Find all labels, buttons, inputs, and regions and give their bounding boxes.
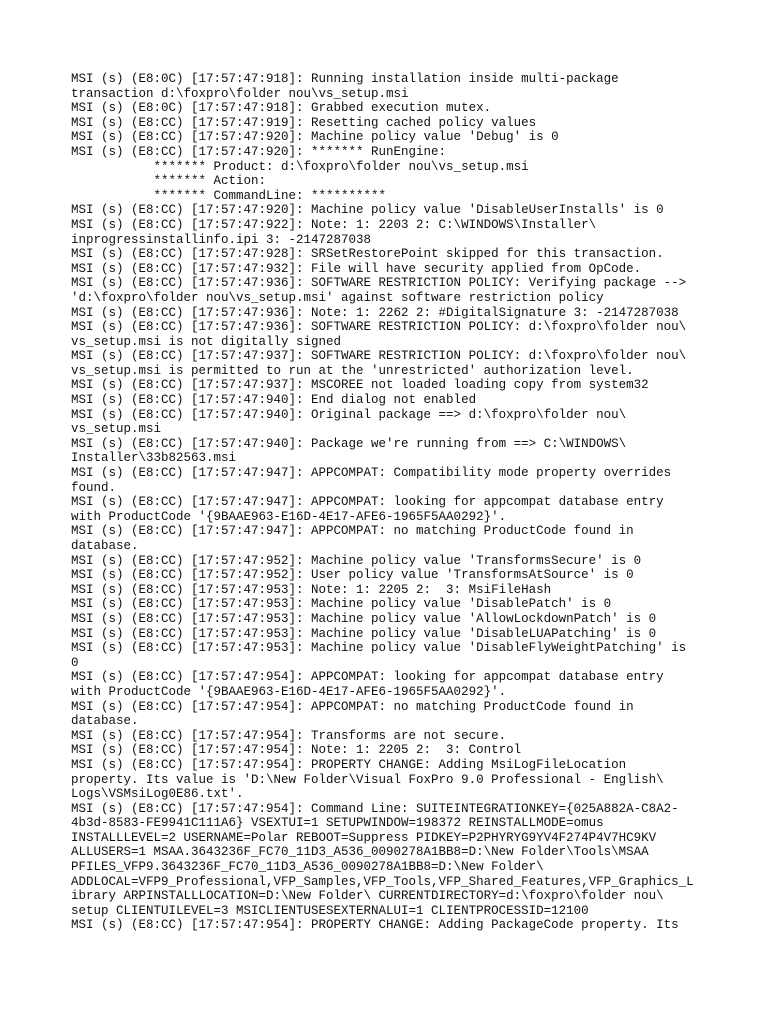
- log-line: vs_setup.msi is permitted to run at the 'unrestricted' authorization level.: [71, 363, 634, 378]
- log-line: PFILES_VFP9.3643236F_FC70_11D3_A536_0090278A1BB8=D:\New Folder\: [71, 860, 544, 875]
- log-line: MSI (s) (E8:CC) [17:57:47:953]: Machine policy value 'AllowLockdownPatch' is 0: [71, 611, 657, 626]
- log-line: Installer\33b82563.msi: [71, 451, 237, 466]
- log-line: MSI (s) (E8:CC) [17:57:47:940]: Original package ==> d:\foxpro\folder nou\: [71, 407, 627, 422]
- log-line: MSI (s) (E8:CC) [17:57:47:920]: Machine policy value 'Debug' is 0: [71, 130, 559, 145]
- log-line: MSI (s) (E8:CC) [17:57:47:936]: SOFTWARE RESTRICTION POLICY: d:\foxpro\folder nou\: [71, 320, 687, 335]
- log-line: ******* Product: d:\foxpro\folder nou\vs_setup.msi: [71, 159, 529, 174]
- log-line: database.: [71, 714, 139, 729]
- log-line: transaction d:\foxpro\folder nou\vs_setup.msi: [71, 86, 409, 101]
- log-line: MSI (s) (E8:CC) [17:57:47:947]: APPCOMPAT: no matching ProductCode found in: [71, 524, 634, 539]
- log-line: MSI (s) (E8:CC) [17:57:47:954]: Transforms are not secure.: [71, 728, 507, 743]
- log-line: MSI (s) (E8:0C) [17:57:47:918]: Running installation inside multi-package: [71, 72, 619, 86]
- log-line: ******* Action:: [71, 174, 267, 189]
- log-line: ADDLOCAL=VFP9_Professional,VFP_Samples,VFP_Tools,VFP_Shared_Features,VFP_Graphics_L: [71, 874, 694, 889]
- log-line: MSI (s) (E8:CC) [17:57:47:936]: Note: 1: 2262 2: #DigitalSignature 3: -2147287038: [71, 305, 679, 320]
- log-line: MSI (s) (E8:CC) [17:57:47:940]: Package we're running from ==> C:\WINDOWS\: [71, 436, 627, 451]
- log-document: [71, 72, 731, 933]
- log-line: found.: [71, 480, 117, 495]
- log-line: MSI (s) (E8:CC) [17:57:47:953]: Machine policy value 'DisablePatch' is 0: [71, 597, 612, 612]
- log-line: MSI (s) (E8:CC) [17:57:47:920]: Machine policy value 'DisableUserInstalls' is 0: [71, 203, 664, 218]
- log-line: vs_setup.msi is not digitally signed: [71, 334, 342, 349]
- log-line: MSI (s) (E8:CC) [17:57:47:953]: Note: 1: 2205 2: 3: MsiFileHash: [71, 582, 552, 597]
- log-line: database.: [71, 539, 139, 553]
- log-line: Logs\VSMsiLog0E86.txt'.: [71, 787, 244, 802]
- log-line: MSI (s) (E8:CC) [17:57:47:954]: APPCOMPAT: looking for appcompat database entry: [71, 670, 664, 685]
- log-line: MSI (s) (E8:0C) [17:57:47:918]: Grabbed execution mutex.: [71, 101, 492, 116]
- log-line: ibrary ARPINSTALLLOCATION=D:\New Folder\ CURRENTDIRECTORY=d:\foxpro\folder nou\: [71, 889, 664, 904]
- log-line: MSI (s) (E8:CC) [17:57:47:947]: APPCOMPAT: looking for appcompat database entry: [71, 495, 664, 510]
- log-line: MSI (s) (E8:CC) [17:57:47:953]: Machine policy value 'DisableLUAPatching' is 0: [71, 626, 657, 641]
- log-line: MSI (s) (E8:CC) [17:57:47:937]: MSCOREE not loaded loading copy from system32: [71, 378, 649, 393]
- log-line: property. Its value is 'D:\New Folder\Visual FoxPro 9.0 Professional - English\: [71, 772, 664, 787]
- log-line: 4b3d-8583-FE9941C111A6} VSEXTUI=1 SETUPWINDOW=198372 REINSTALLMODE=omus: [71, 816, 604, 831]
- log-line: MSI (s) (E8:CC) [17:57:47:954]: Command Line: SUITEINTEGRATIONKEY={025A882A-C8A2-: [71, 801, 679, 816]
- log-line: inprogressinstallinfo.ipi 3: -2147287038: [71, 232, 372, 247]
- log-line: 'd:\foxpro\folder nou\vs_setup.msi' against software restriction policy: [71, 290, 604, 305]
- log-line: MSI (s) (E8:CC) [17:57:47:954]: PROPERTY CHANGE: Adding MsiLogFileLocation: [71, 757, 627, 772]
- log-line: MSI (s) (E8:CC) [17:57:47:954]: APPCOMPAT: no matching ProductCode found in: [71, 699, 634, 714]
- log-line: INSTALLLEVEL=2 USERNAME=Polar REBOOT=Suppress PIDKEY=P2PHYRYG9YV4F274P4V7HC9KV: [71, 830, 657, 845]
- log-line: MSI (s) (E8:CC) [17:57:47:922]: Note: 1: 2203 2: C:\WINDOWS\Installer\: [71, 217, 597, 232]
- log-line: MSI (s) (E8:CC) [17:57:47:953]: Machine policy value 'DisableFlyWeightPatching' is: [71, 641, 687, 656]
- log-line: MSI (s) (E8:CC) [17:57:47:952]: Machine policy value 'TransformsSecure' is 0: [71, 553, 642, 568]
- log-line: MSI (s) (E8:CC) [17:57:47:919]: Resetting cached policy values: [71, 115, 537, 130]
- log-line: ALLUSERS=1 MSAA.3643236F_FC70_11D3_A536_0090278A1BB8=D:\New Folder\Tools\MSAA: [71, 845, 649, 860]
- log-line: MSI (s) (E8:CC) [17:57:47:954]: Note: 1: 2205 2: 3: Control: [71, 743, 522, 758]
- log-line: 0: [71, 655, 79, 670]
- log-line: ******* CommandLine: **********: [71, 188, 387, 203]
- log-line: MSI (s) (E8:CC) [17:57:47:928]: SRSetRestorePoint skipped for this transaction.: [71, 247, 664, 262]
- log-line: MSI (s) (E8:CC) [17:57:47:936]: SOFTWARE RESTRICTION POLICY: Verifying package -->: [71, 276, 687, 291]
- log-line: with ProductCode '{9BAAE963-E16D-4E17-AFE6-1965F5AA0292}'.: [71, 509, 507, 524]
- log-line: MSI (s) (E8:CC) [17:57:47:920]: ******* RunEngine:: [71, 144, 447, 159]
- log-line: MSI (s) (E8:CC) [17:57:47:947]: APPCOMPAT: Compatibility mode property overrides: [71, 466, 672, 481]
- log-line: with ProductCode '{9BAAE963-E16D-4E17-AFE6-1965F5AA0292}'.: [71, 684, 507, 699]
- log-line: setup CLIENTUILEVEL=3 MSICLIENTUSESEXTERNALUI=1 CLIENTPROCESSID=12100: [71, 903, 589, 918]
- log-line: MSI (s) (E8:CC) [17:57:47:932]: File will have security applied from OpCode.: [71, 261, 642, 276]
- log-line: MSI (s) (E8:CC) [17:57:47:937]: SOFTWARE RESTRICTION POLICY: d:\foxpro\folder nou\: [71, 349, 687, 364]
- log-line: MSI (s) (E8:CC) [17:57:47:952]: User policy value 'TransformsAtSource' is 0: [71, 568, 634, 583]
- log-line: MSI (s) (E8:CC) [17:57:47:954]: PROPERTY CHANGE: Adding PackageCode property. Its: [71, 918, 679, 933]
- log-line: vs_setup.msi: [71, 422, 162, 437]
- log-line: MSI (s) (E8:CC) [17:57:47:940]: End dialog not enabled: [71, 393, 477, 408]
